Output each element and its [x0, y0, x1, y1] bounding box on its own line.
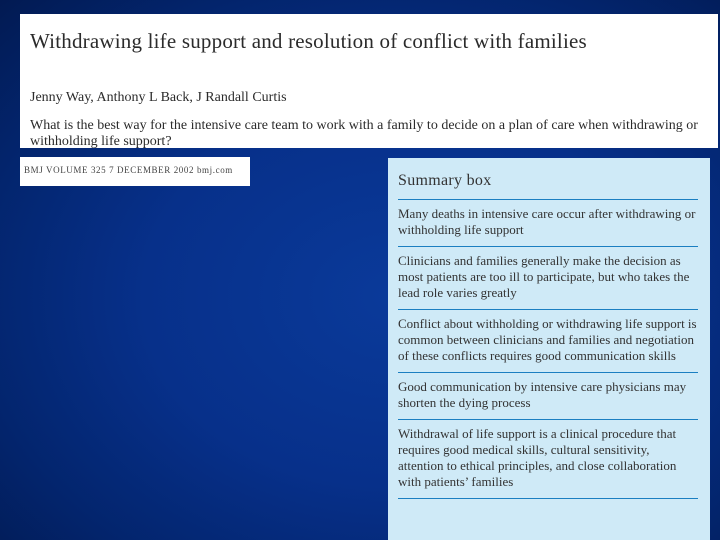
summary-item: Good communication by intensive care physicians may shorten the dying process	[398, 372, 698, 419]
journal-citation: BMJ VOLUME 325 7 DECEMBER 2002 bmj.com	[24, 165, 233, 175]
journal-footer-clipping	[20, 157, 250, 186]
summary-item: Withdrawal of life support is a clinical procedure that requires good medical skills, cultural sensitivity, attention to ethical principles, and close collaboration with patients’ families	[398, 419, 698, 499]
summary-list	[398, 199, 698, 499]
summary-item: Conflict about withholding or withdrawing life support is common between clinicians and families and negotiation of these conflicts requires good communication skills	[398, 309, 698, 372]
article-authors: Jenny Way, Anthony L Back, J Randall Curtis	[30, 90, 287, 105]
summary-title: Summary box	[398, 172, 492, 189]
summary-item: Many deaths in intensive care occur after withdrawing or withholding life support	[398, 199, 698, 246]
article-title: Withdrawing life support and resolution of conflict with families	[30, 29, 587, 53]
article-header-clipping	[20, 14, 718, 148]
article-standfirst: What is the best way for the intensive care team to work with a family to decide on a plan of care when withdrawing or withholding life support?	[30, 118, 698, 148]
summary-item: Clinicians and families generally make the decision as most patients are too ill to participate, but who takes the lead role varies greatly	[398, 246, 698, 309]
summary-box	[388, 158, 710, 540]
